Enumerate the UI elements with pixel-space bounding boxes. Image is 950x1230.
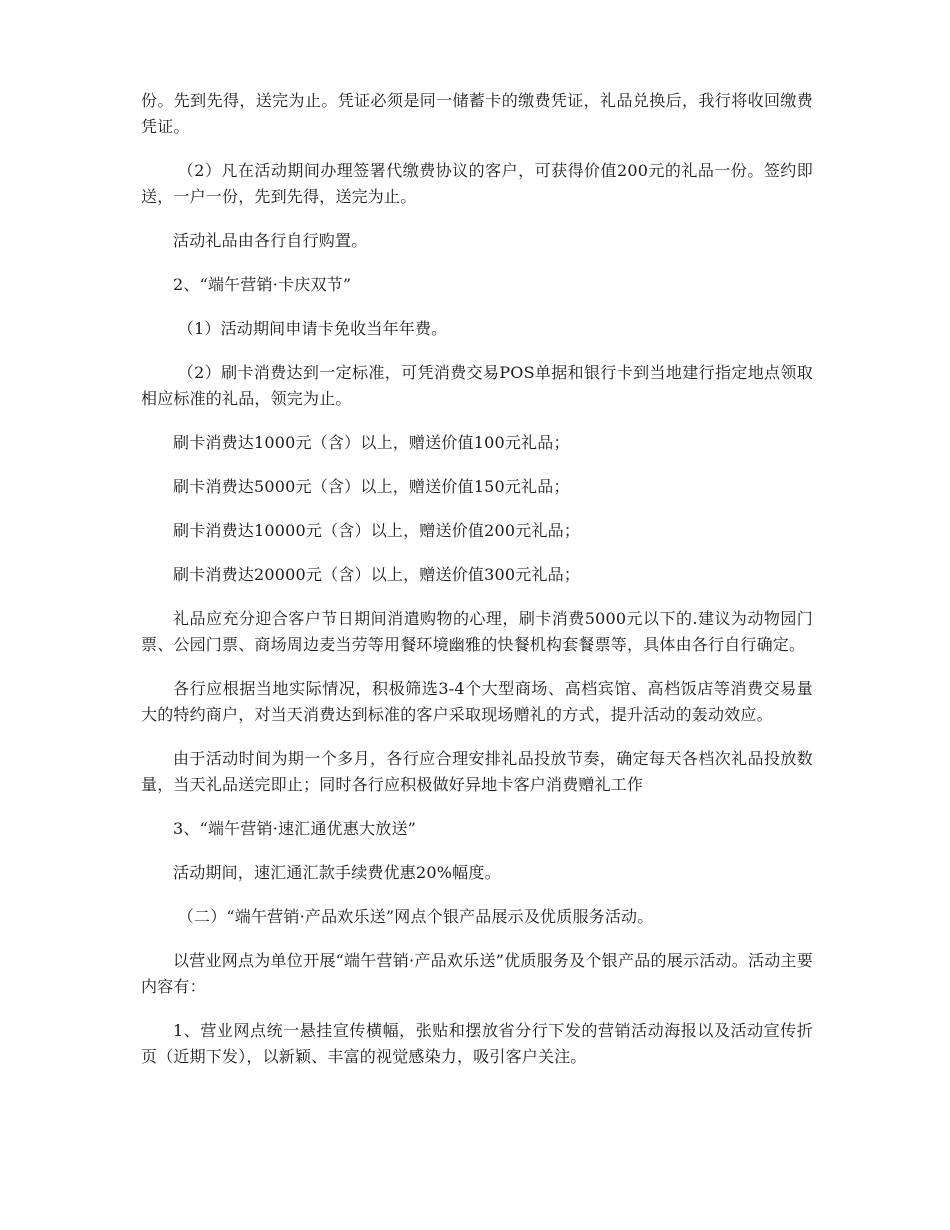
gift-tier-line: 刷卡消费达1000元（含）以上，赠送价值100元礼品； [173,433,570,452]
section-heading: 3、“端午营销·速汇通优惠大放送” [173,819,417,838]
gift-tier-line: 刷卡消费达10000元（含）以上，赠送价值200元礼品； [173,521,581,540]
paragraph: （1）活动期间申请卡免收当年年费。 [177,319,448,338]
document-page [141,88,813,1088]
paragraph: 礼品应充分迎合客户节日期间消遣购物的心理，刷卡消费5000元以下的.建议为动物园门票、公园门票、商场周边麦当劳等用餐环境幽雅的快餐机构套餐票等，具体由各行自行确定。 [141,609,813,654]
section-heading: 2、“端午营销·卡庆双节” [173,275,352,294]
paragraph: 各行应根据当地实际情况，积极筛选3-4个大型商场、高档宾馆、高档饭店等消费交易量大的特约商户，对当天消费达到标准的客户采取现场赠礼的方式，提升活动的轰动效应。 [141,679,813,724]
paragraph: 份。先到先得，送完为止。凭证必须是同一储蓄卡的缴费凭证，礼品兑换后，我行将收回缴费凭证。 [141,91,813,136]
gift-tier-line: 刷卡消费达20000元（含）以上，赠送价值300元礼品； [173,565,581,584]
paragraph: 活动礼品由各行自行购置。 [173,231,368,250]
paragraph: （2）凡在活动期间办理签署代缴费协议的客户，可获得价值200元的礼品一份。签约即送，一户一份，先到先得，送完为止。 [141,161,813,206]
gift-tier-line: 刷卡消费达5000元（含）以上，赠送价值150元礼品； [173,477,570,496]
paragraph: 以营业网点为单位开展“端午营销·产品欢乐送”优质服务及个银产品的展示活动。活动主要内容有： [141,951,813,996]
section-heading: （二）“端午营销·产品欢乐送”网点个银产品展示及优质服务活动。 [177,907,654,926]
paragraph: 活动期间，速汇通汇款手续费优惠20%幅度。 [173,863,501,882]
paragraph: （2）刷卡消费达到一定标准，可凭消费交易POS单据和银行卡到当地建行指定地点领取相应标准的礼品，领完为止。 [141,363,813,408]
paragraph: 1、营业网点统一悬挂宣传横幅，张贴和摆放省分行下发的营销活动海报以及活动宣传折页（近期下发），以新颖、丰富的视觉感染力，吸引客户关注。 [141,1021,813,1066]
paragraph: 由于活动时间为期一个多月，各行应合理安排礼品投放节奏，确定每天各档次礼品投放数量，当天礼品送完即止；同时各行应积极做好异地卡客户消费赠礼工作 [141,749,813,794]
